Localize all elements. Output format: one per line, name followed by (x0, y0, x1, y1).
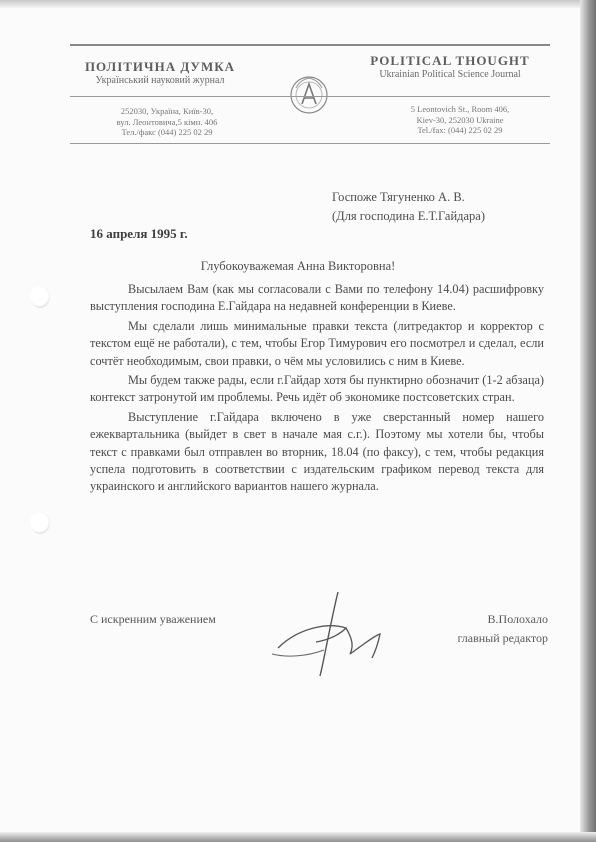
letter-body (90, 281, 544, 498)
letterhead-right-address (380, 104, 540, 136)
punch-hole-upper (30, 286, 50, 308)
signer-position: главный редактор (457, 630, 548, 645)
address-line: Tel./fax: (044) 225 02 29 (417, 125, 503, 136)
addressee-line: Госпоже Тягуненко А. В. (332, 190, 465, 204)
salutation: Глубокоуважемая Анна Викторовна! (200, 259, 396, 273)
letter-date: 16 апреля 1995 г. (90, 226, 188, 241)
signer-block (420, 610, 548, 647)
addressee-line: (Для господина Е.Т.Гайдара) (332, 209, 486, 224)
address-line: Kiev-30, 252030 Ukraine (416, 114, 504, 125)
signer-name: В.Полохало (487, 612, 548, 626)
body-paragraph: Высылаем Вам (как мы согласовали с Вами по телефону 14.04) расшифровку выступления господина Е.Гайдара на недавней конференции в Киеве. (90, 282, 544, 314)
scan-edge-top (0, 0, 596, 8)
letterhead-top-rule (70, 44, 550, 46)
letterhead-right-title: POLITICAL THOUGHT (370, 53, 530, 68)
address-line: 5 Leontovich St., Room 406, (410, 104, 510, 114)
addressee-block (332, 188, 485, 227)
letterhead-left-address (92, 106, 242, 138)
scan-edge-right (580, 0, 596, 842)
scan-edge-bottom (0, 832, 596, 842)
letterhead-bottom-rule (70, 143, 550, 144)
address-line: 252030, Україна, Київ-30, (120, 106, 214, 116)
address-line: вул. Леонтовича,5 кімн. 406 (116, 116, 218, 127)
letterhead-left (80, 60, 240, 86)
letterhead-left-title: ПОЛІТИЧНА ДУМКА (84, 59, 236, 74)
letterhead-right-subtitle: Ukrainian Political Science Journal (379, 68, 521, 80)
letterhead-middle-rule (70, 96, 550, 97)
letterhead-left-subtitle: Український науковий журнал (95, 74, 225, 86)
address-line: Тел./факс (044) 225 02 29 (121, 127, 213, 138)
journal-emblem-icon (288, 72, 330, 118)
body-paragraph: Выступление г.Гайдара включено в уже сверстанный номер нашего ежеквартальника (выйдет в свет в начале мая с.г.). Поэтому мы хотели бы, чтобы текст с правками был отправлен во вторник, 18.04 (по факсу), с тем, чтобы редакция успела подготовить в соответствии с издательским графиком перевод текста для украинского и английского вариантов нашего журнала. (90, 409, 544, 494)
closing-phrase: С искренним уважением (90, 612, 216, 626)
body-paragraph: Мы будем также рады, если г.Гайдар хотя бы пунктирно обозначит (1-2 абзаца) контекст затронутой им проблемы. Речь идёт об экономике постсоветских стран. (90, 373, 544, 405)
handwritten-signature (268, 588, 398, 678)
body-paragraph: Мы сделали лишь минимальные правки текста (литредактор и корректор с текстом ещё не работали), с тем, чтобы Егор Тимурович его посмотрел и сделал, если сочтёт необходимым, свои правки, о чём мы условились с ним в Киеве. (90, 318, 544, 368)
letterhead-right (365, 54, 535, 80)
punch-hole-lower (30, 512, 50, 534)
